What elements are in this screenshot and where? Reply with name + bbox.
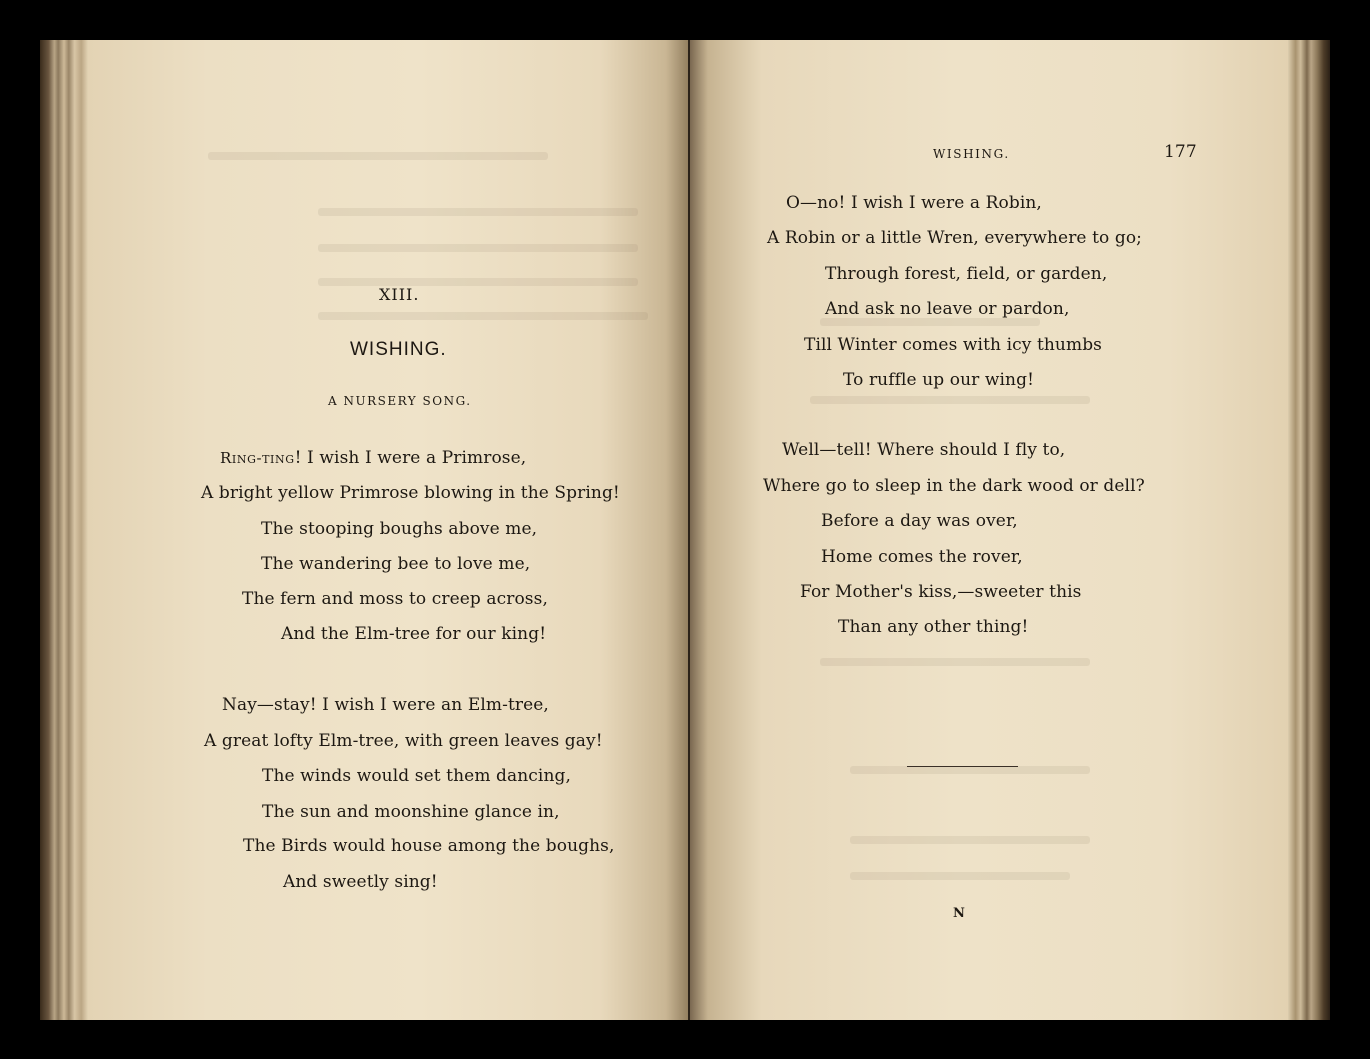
end-rule <box>907 766 1018 767</box>
verse-line: And sweetly sing! <box>283 872 438 892</box>
chapter-number: XIII. <box>379 285 420 304</box>
verse-line: The stooping boughs above me, <box>261 519 538 539</box>
verse-line: Nay—stay! I wish I were an Elm-tree, <box>222 695 549 715</box>
verse-line: A bright yellow Primrose blowing in the Spring! <box>201 483 620 503</box>
verse-line: O—no! I wish I were a Robin, <box>786 193 1042 213</box>
verse-line: The sun and moonshine glance in, <box>262 802 560 822</box>
poem-subtitle: A NURSERY SONG. <box>328 394 472 408</box>
show-through-text <box>318 278 638 286</box>
verse-line-rest: ! I wish I were a Primrose, <box>294 448 527 468</box>
show-through-text <box>318 244 638 252</box>
show-through-text <box>318 312 648 320</box>
verse-line: And ask no leave or pardon, <box>825 299 1070 319</box>
verse-line: To ruffle up our wing! <box>843 370 1035 390</box>
poem-title: WISHING. <box>350 339 447 360</box>
show-through-text <box>820 658 1090 666</box>
verse-line: Before a day was over, <box>821 511 1018 531</box>
page-edges-right <box>1288 40 1330 1020</box>
verse-line: Till Winter comes with icy thumbs <box>804 335 1102 355</box>
left-page <box>88 40 690 1020</box>
show-through-text <box>850 836 1090 844</box>
verse-line: Well—tell! Where should I fly to, <box>782 440 1066 460</box>
page-number: 177 <box>1164 142 1197 162</box>
page-edges-left <box>40 40 88 1020</box>
verse-line: Where go to sleep in the dark wood or dell? <box>763 476 1145 496</box>
running-head: WISHING. <box>933 147 1010 161</box>
verse-line: And the Elm-tree for our king! <box>281 624 547 644</box>
verse-line: The winds would set them dancing, <box>262 766 572 786</box>
open-book <box>40 40 1330 1020</box>
verse-line: For Mother's kiss,—sweeter this <box>800 582 1082 602</box>
right-page <box>690 40 1288 1020</box>
verse-line: The fern and moss to creep across, <box>242 589 548 609</box>
show-through-text <box>318 208 638 216</box>
verse-line: A Robin or a little Wren, everywhere to go; <box>767 228 1143 248</box>
show-through-text <box>850 766 1090 774</box>
verse-line-small-caps: Ring-ting <box>220 449 295 467</box>
signature-mark: N <box>953 906 965 921</box>
verse-line: Home comes the rover, <box>821 547 1023 567</box>
verse-line: A great lofty Elm-tree, with green leaves gay! <box>204 731 603 751</box>
verse-line: The Birds would house among the boughs, <box>243 836 615 856</box>
show-through-text <box>820 318 1040 326</box>
show-through-text <box>850 872 1070 880</box>
verse-line: Than any other thing! <box>838 617 1029 637</box>
show-through-text <box>208 152 548 160</box>
verse-line: The wandering bee to love me, <box>261 554 531 574</box>
show-through-text <box>810 396 1090 404</box>
verse-line: Through forest, field, or garden, <box>825 264 1108 284</box>
verse-line <box>220 448 526 468</box>
